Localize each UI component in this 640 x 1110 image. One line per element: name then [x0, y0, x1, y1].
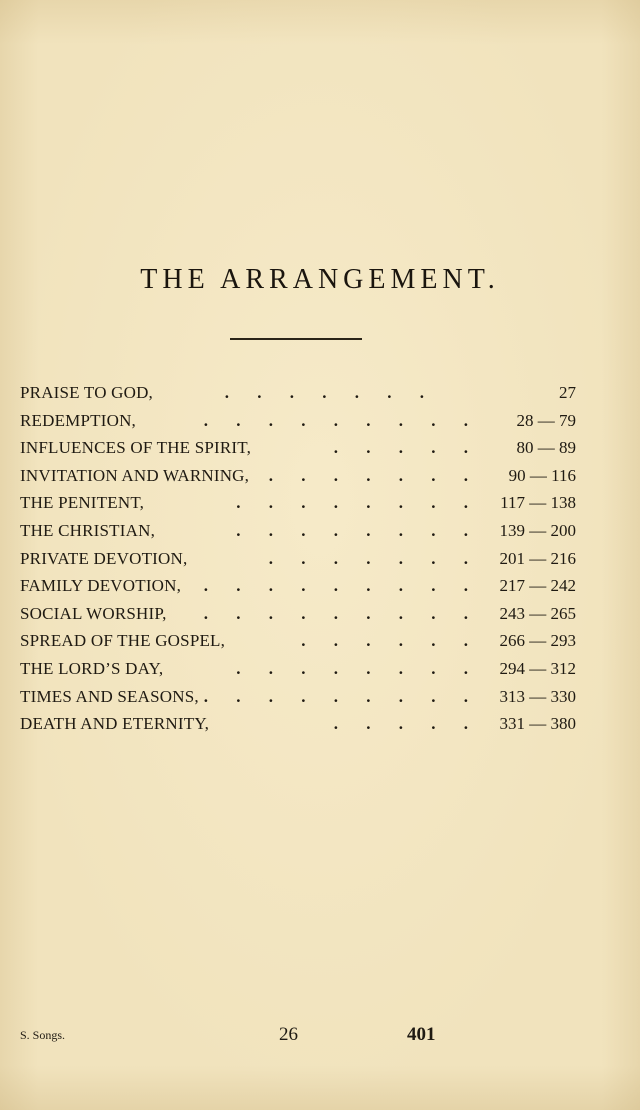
page-range: 201 — 216	[499, 548, 576, 568]
list-item	[20, 407, 576, 435]
page-range: 266 — 293	[499, 631, 576, 651]
printer-signature: S. Songs.	[20, 1028, 66, 1042]
page-range: 243 — 265	[499, 603, 576, 623]
leaf-number: 401	[407, 1024, 436, 1045]
subject-label: SPREAD OF THE GOSPEL,	[20, 631, 226, 651]
page-range: 27	[559, 383, 576, 402]
subject-label: PRAISE TO GOD,	[20, 383, 153, 402]
list-item	[20, 710, 576, 738]
dot-leader: . . . . .	[333, 714, 480, 734]
dot-leader: . . . . . . . .	[236, 493, 480, 513]
dot-leader: . . . . . . . . .	[203, 410, 480, 430]
subject-label: FAMILY DEVOTION,	[20, 576, 182, 596]
page-range: 331 — 380	[499, 714, 576, 734]
dot-leader: . . . . .	[333, 438, 480, 458]
list-item	[20, 489, 576, 517]
arrangement-list	[20, 379, 576, 738]
page-range: 313 — 330	[499, 686, 576, 706]
title-rule	[230, 338, 362, 340]
page-range: 217 — 242	[499, 576, 576, 596]
subject-label: SOCIAL WORSHIP,	[20, 603, 167, 623]
page-range: 294 — 312	[499, 658, 576, 678]
list-item	[20, 683, 576, 711]
list-item	[20, 600, 576, 628]
subject-label: THE LORD’S DAY,	[20, 658, 164, 678]
page-range: 28 — 79	[516, 410, 576, 430]
dot-leader: . . . . . . . .	[236, 658, 480, 678]
subject-label: THE PENITENT,	[20, 493, 145, 513]
subject-label: REDEMPTION,	[20, 410, 137, 430]
subject-label: DEATH AND ETERNITY,	[20, 714, 210, 734]
dot-leader: . . . . . . . .	[236, 520, 480, 540]
dot-leader: . . . . . . . . .	[203, 603, 480, 623]
page-number: 26	[279, 1024, 298, 1045]
page-title: THE ARRANGEMENT.	[140, 264, 500, 295]
dot-leader: . . . . . .	[301, 631, 480, 651]
page-range: 117 — 138	[500, 493, 576, 513]
dot-leader: . . . . . . .	[268, 548, 480, 568]
dot-leader: . . . . . . . . .	[203, 686, 480, 706]
dot-leader: . . . . . . .	[268, 465, 480, 485]
page-range: 80 — 89	[516, 438, 576, 458]
subject-label: PRIVATE DEVOTION,	[20, 548, 188, 568]
list-item	[20, 572, 576, 600]
dot-leader: . . . . . . . . .	[203, 576, 480, 596]
list-item	[20, 545, 576, 573]
page-range: 90 — 116	[508, 465, 576, 485]
list-item	[20, 434, 576, 462]
list-item	[20, 379, 576, 407]
list-item	[20, 517, 576, 545]
subject-label: INVITATION AND WARNING,	[20, 465, 250, 485]
dot-leader: . . . . . . .	[224, 383, 436, 402]
page-range: 139 — 200	[499, 520, 576, 540]
subject-label: INFLUENCES OF THE SPIRIT,	[20, 438, 252, 458]
list-item	[20, 462, 576, 490]
list-item	[20, 627, 576, 655]
list-item	[20, 655, 576, 683]
subject-label: TIMES AND SEASONS,	[20, 686, 199, 706]
subject-label: THE CHRISTIAN,	[20, 520, 156, 540]
